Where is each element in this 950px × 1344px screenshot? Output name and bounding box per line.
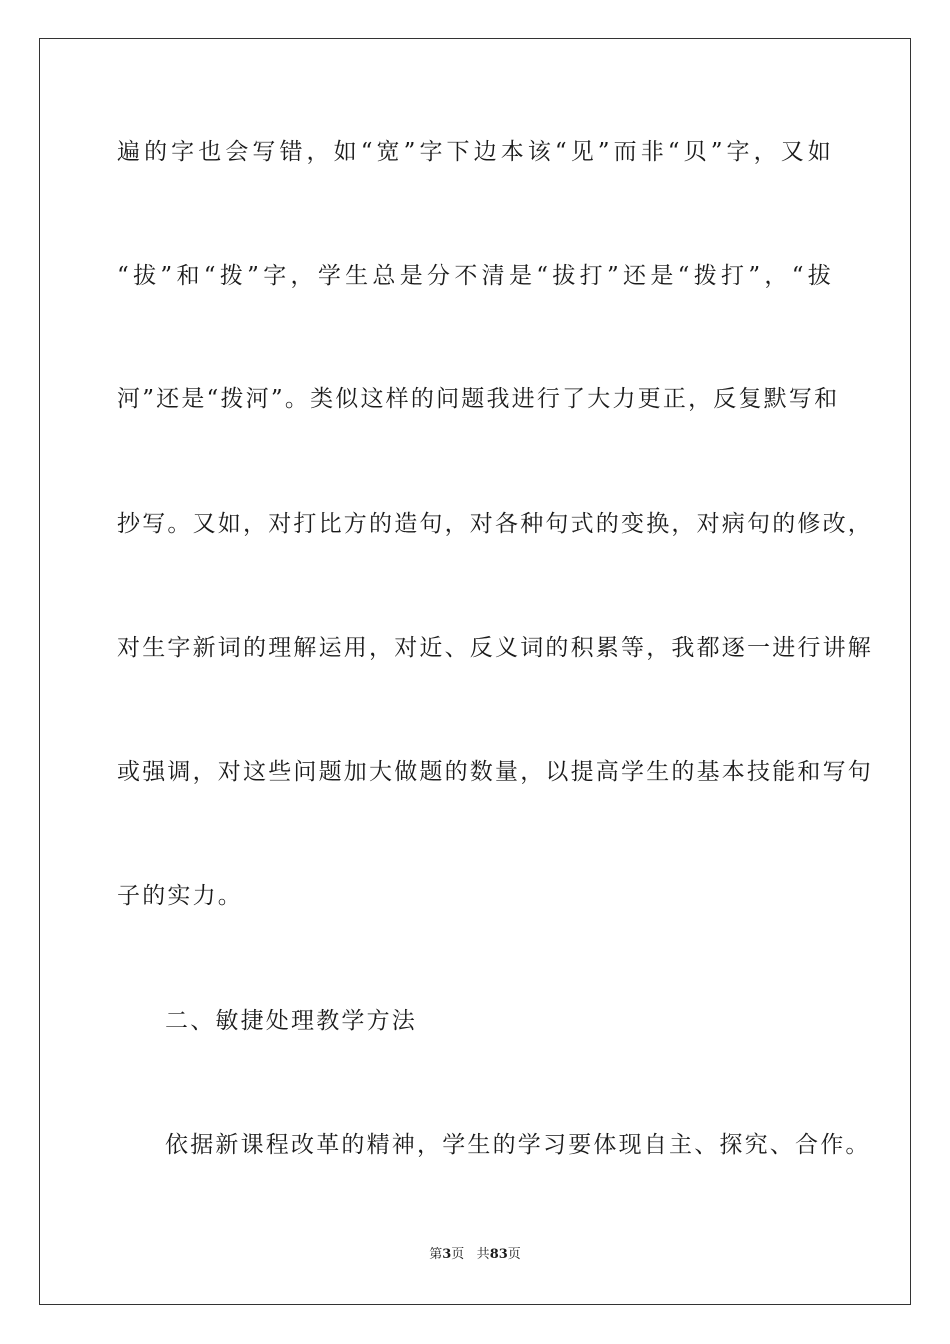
total-prefix: 共 [476, 1247, 490, 1262]
total-pages: 83 [489, 1247, 508, 1262]
body-text-line-2: “拔”和“拨”字，学生总是分不清是“拔打”还是“拨打”，“拔 [117, 263, 833, 289]
page-number: 3 [442, 1247, 452, 1262]
paragraph-first-line: 依据新课程改革的精神，学生的学习要体现自主、探究、合作。 [165, 1132, 871, 1158]
body-text-line-5: 对生字新词的理解运用，对近、反义词的积累等，我都逐一进行讲解 [117, 635, 873, 661]
page-prefix: 第 [429, 1247, 443, 1262]
body-text-line-7: 子的实力。 [117, 883, 243, 909]
body-text-line-1: 遍的字也会写错，如“宽”字下边本该“见”而非“贝”字，又如 [117, 139, 833, 165]
total-suffix: 页 [507, 1247, 521, 1262]
page-border [39, 38, 911, 1305]
section-heading: 二、敏捷处理教学方法 [165, 1008, 417, 1034]
body-text-line-3: 河”还是“拨河”。类似这样的问题我进行了大力更正，反复默写和 [117, 386, 840, 412]
page-suffix: 页 [451, 1247, 465, 1262]
page-footer [0, 1246, 950, 1264]
body-text-line-4: 抄写。又如，对打比方的造句，对各种句式的变换，对病句的修改， [117, 511, 873, 537]
body-text-line-6: 或强调，对这些问题加大做题的数量，以提高学生的基本技能和写句 [117, 759, 873, 785]
